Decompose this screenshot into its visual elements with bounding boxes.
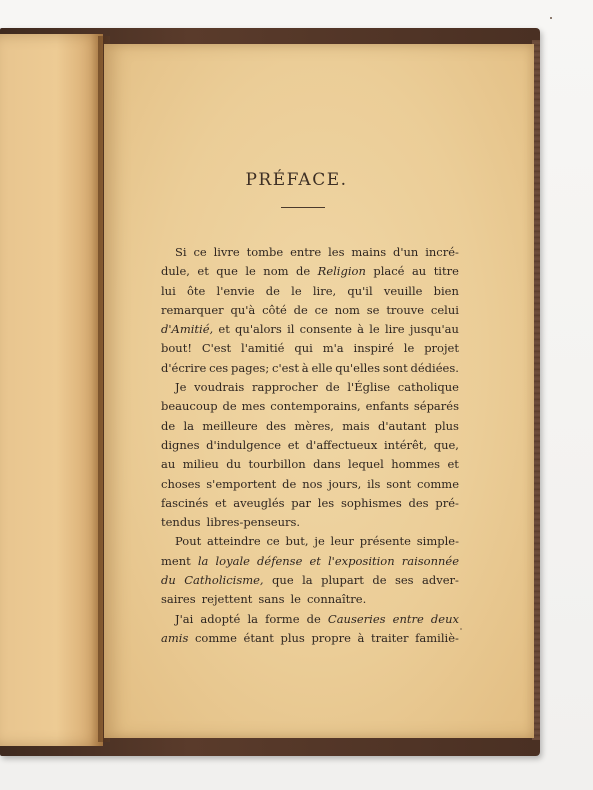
text-line: amis comme étant plus propre à traiter familiè- <box>161 630 459 645</box>
text-line: au milieu du tourbillon dans lequel hommes et <box>161 457 459 472</box>
text-line: d'Amitié, et qu'alors il consente à le lire jusqu'au <box>161 322 459 337</box>
text-line: tendus libres-penseurs. <box>161 515 301 530</box>
text-line: d'écrire ces pages; c'est à elle qu'elles sont dédiées. <box>161 360 459 375</box>
title-rule <box>281 207 325 208</box>
text-line: dignes d'indulgence et d'affectueux intérêt, que, <box>161 437 459 452</box>
text-line: Je voudrais rapprocher de l'Église catholique <box>175 380 459 395</box>
text-line: dule, et que le nom de Religion placé au titre <box>161 264 459 279</box>
text-line: remarquer qu'à côté de ce nom se trouve celui <box>161 302 459 317</box>
text-line: saires rejettent sans le connaître. <box>161 592 367 607</box>
text-line: Si ce livre tombe entre les mains d'un incré- <box>175 245 459 259</box>
text-line: fascinés et aveuglés par les sophismes des pré- <box>161 495 459 510</box>
preface-text <box>161 243 459 648</box>
left-page <box>0 34 103 746</box>
text-line: beaucoup de mes contemporains, enfants séparés <box>161 399 459 414</box>
page-title: PRÉFACE. <box>245 170 348 190</box>
paper-speck <box>550 17 552 19</box>
text-line: choses s'emportent de nos jours, ils sont comme <box>161 476 459 491</box>
text-line: de la meilleure des mères, mais d'autant plus <box>161 418 459 433</box>
text-line: J'ai adopté la forme de Causeries entre deux <box>175 611 459 626</box>
text-line: du Catholicisme, que la plupart de ses adver- <box>161 573 459 588</box>
text-line: Pout atteindre ce but, je leur présente simple- <box>175 534 459 549</box>
text-line: lui ôte l'envie de le lire, qu'il veuille bien <box>161 283 459 298</box>
paper-speck <box>460 628 462 630</box>
text-line: ment la loyale défense et l'exposition raisonnée <box>161 553 459 568</box>
text-line: bout! C'est l'amitié qui m'a inspiré le projet <box>161 341 459 356</box>
